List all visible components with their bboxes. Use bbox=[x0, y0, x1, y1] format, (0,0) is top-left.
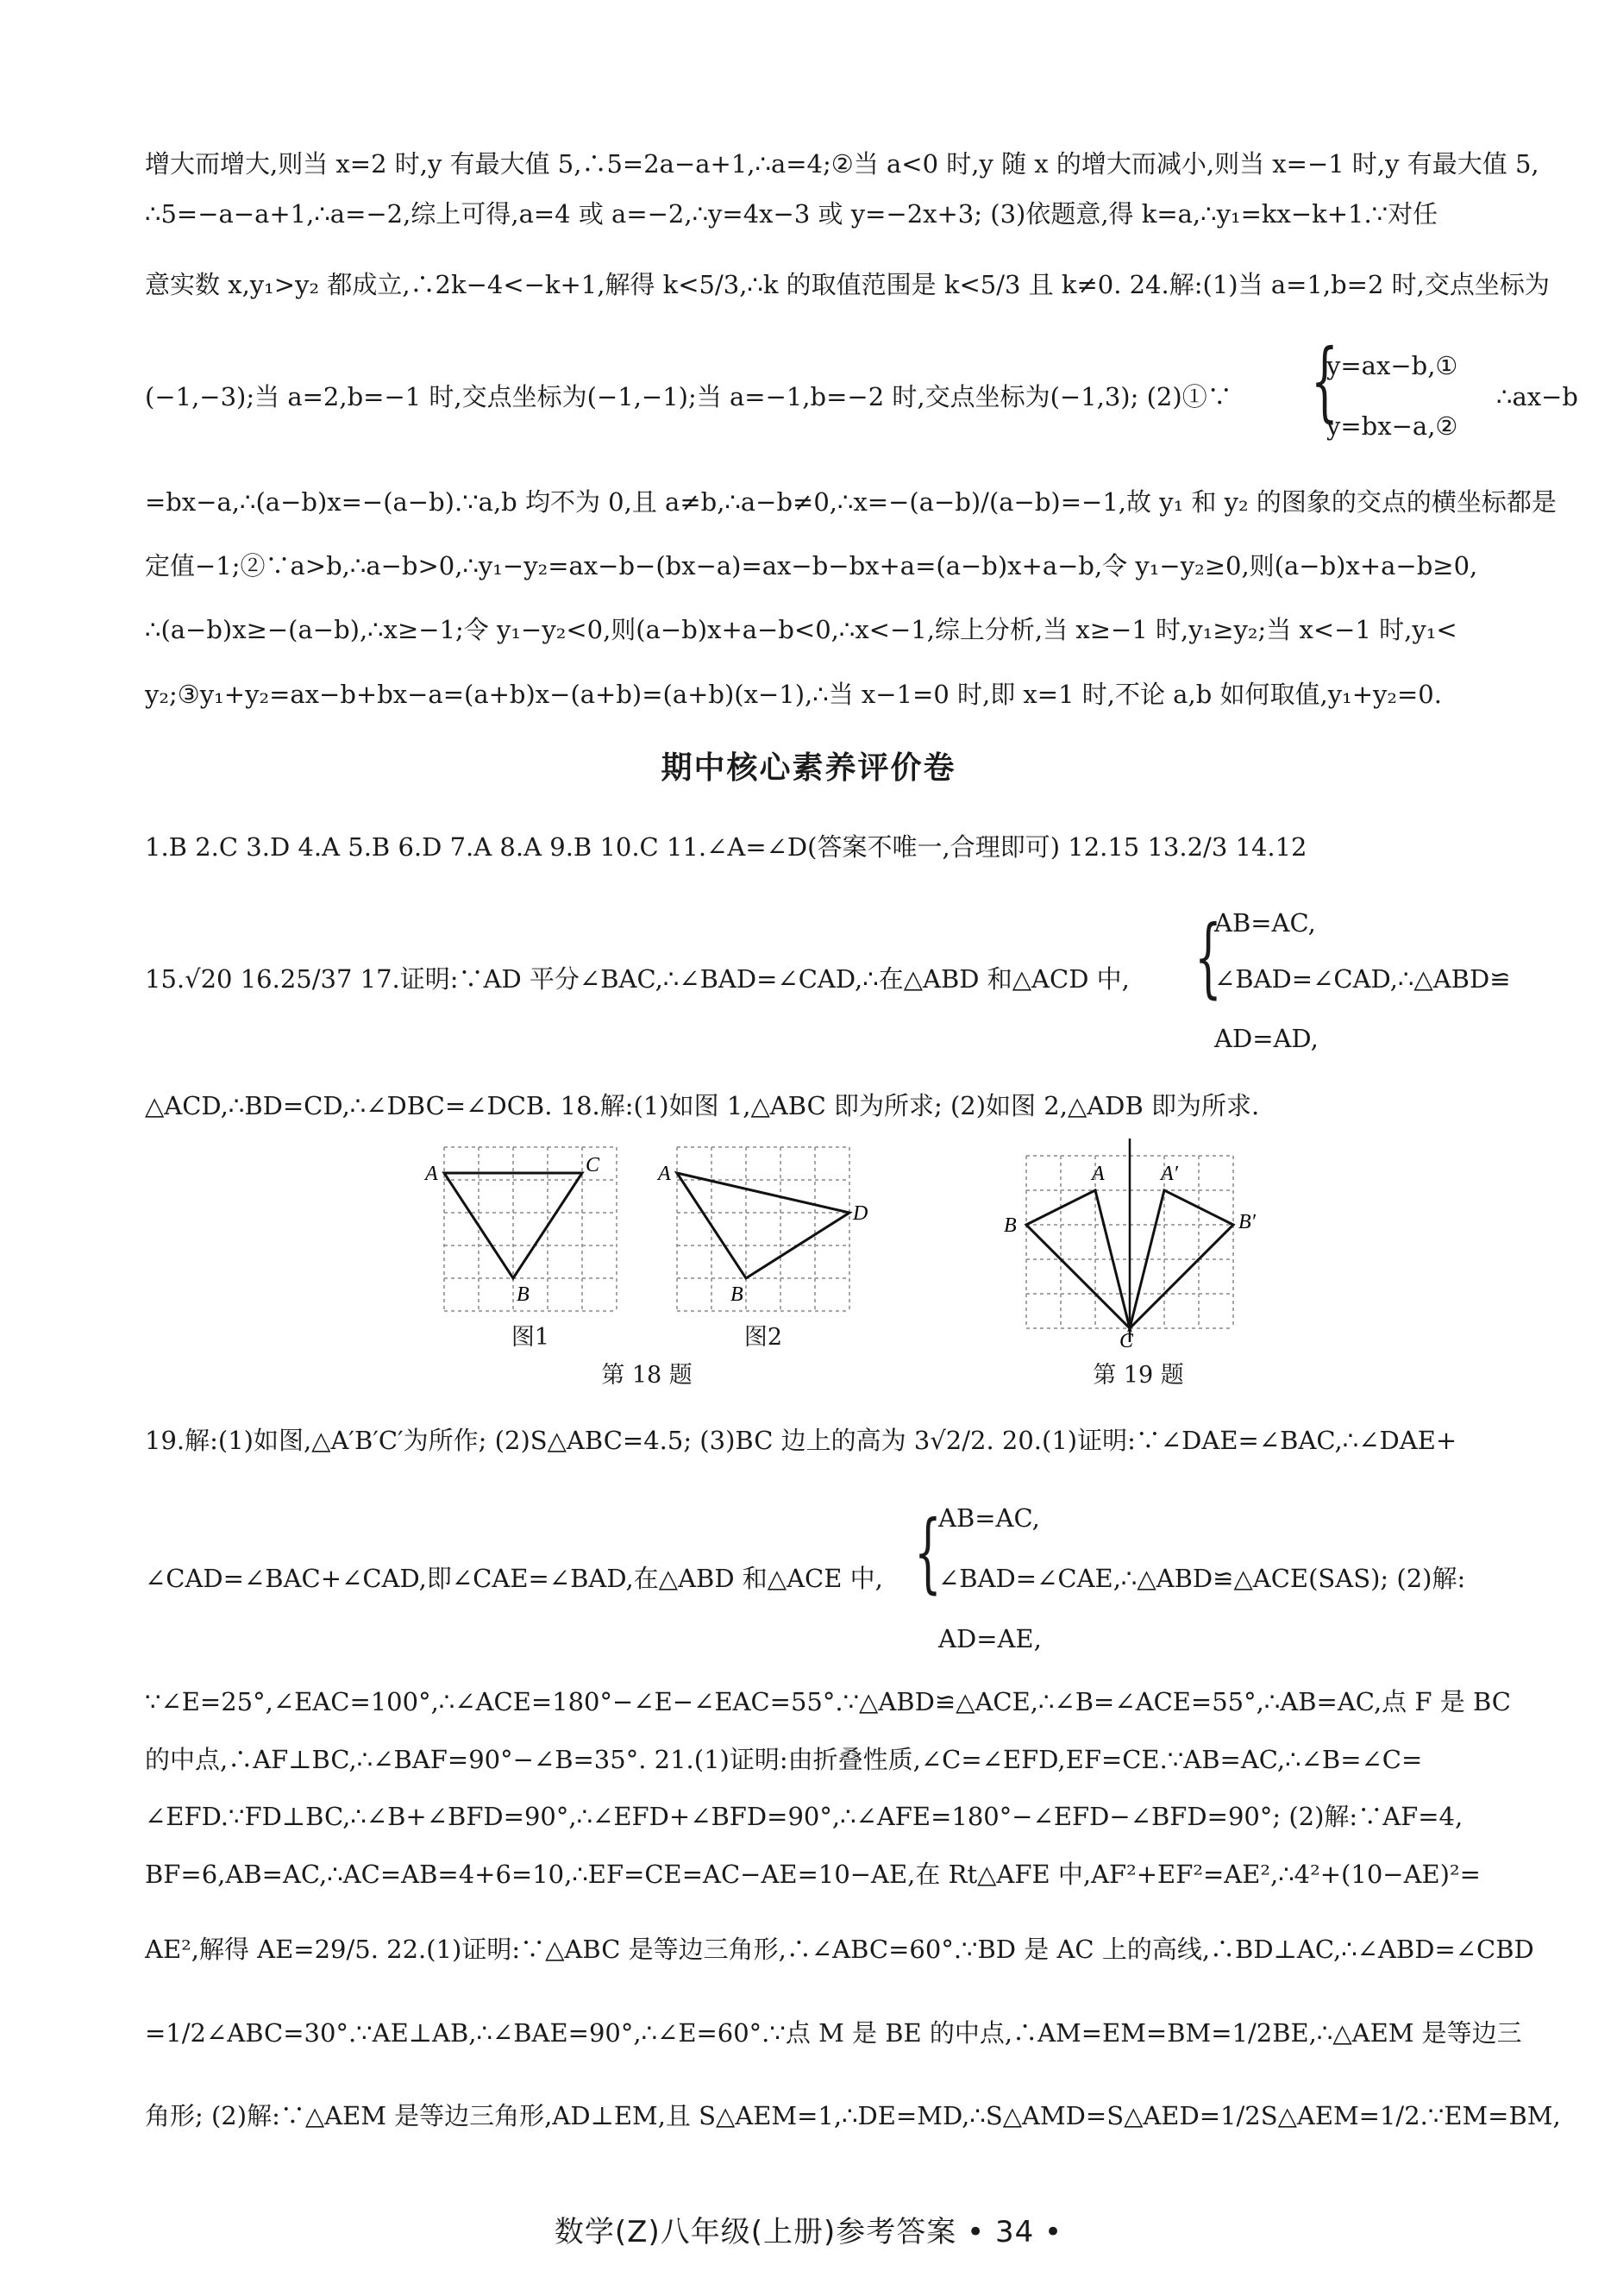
system-brace-17: { bbox=[1194, 906, 1222, 1007]
answers-line-10: AE²,解得 AE=29/5. 22.(1)证明:∵△ABC 是等边三角形,∴∠ABC=60°.∵BD 是 AC 上的高线,∴BD⊥AC,∴∠ABD=∠CBD bbox=[145, 1935, 1534, 1964]
answers-line-2: 15.√20 16.25/37 17.证明:∵AD 平分∠BAC,∴∠BAD=∠CAD,∴在△ABD 和△ACD 中, bbox=[145, 964, 1130, 994]
answers-line-6: ∵∠E=25°,∠EAC=100°,∴∠ACE=180°−∠E−∠EAC=55°.∵△ABD≌△ACE,∴∠B=∠ACE=55°,∴AB=AC,点 F 是 BC bbox=[145, 1687, 1511, 1716]
page-footer: 数学(Z)八年级(上册)参考答案 • 34 • bbox=[554, 2215, 1063, 2249]
prev-line-6: 定值−1;②∵a>b,∴a−b>0,∴y₁−y₂=ax−b−(bx−a)=ax−b−bx+a=(a−b)x+a−b,令 y₁−y₂≥0,则(a−b)x+a−b≥0, bbox=[145, 551, 1478, 580]
label-a: A bbox=[425, 1163, 438, 1185]
answers-line-12: 角形; (2)解:∵△AEM 是等边三角形,AD⊥EM,且 S△AEM=1,∴DE=MD,∴S△AMD=S△AED=1/2S△AEM=1/2.∵EM=BM, bbox=[145, 2101, 1561, 2130]
triangle-adb bbox=[677, 1173, 849, 1278]
q19-caption: 第 19 题 bbox=[1093, 1362, 1184, 1389]
prev-line-5: =bx−a,∴(a−b)x=−(a−b).∵a,b 均不为 0,且 a≠b,∴a−b≠0,∴x=−(a−b)/(a−b)=−1,故 y₁ 和 y₂ 的图象的交点的横坐标都是 bbox=[145, 487, 1557, 517]
figure-19-grid bbox=[992, 1137, 1276, 1352]
fig2-label: 图2 bbox=[743, 1324, 783, 1351]
answers-line-5: ∠CAD=∠BAC+∠CAD,即∠CAE=∠BAD,在△ABD 和△ACE 中, bbox=[145, 1564, 883, 1593]
figure-1-grid bbox=[427, 1137, 634, 1318]
figure-2-grid bbox=[660, 1137, 867, 1318]
label-b: B bbox=[730, 1283, 743, 1306]
label-b: B bbox=[517, 1283, 530, 1306]
label-b-prime: B′ bbox=[1238, 1211, 1256, 1233]
sys20-eq3: AD=AE, bbox=[938, 1624, 1042, 1653]
q18-caption: 第 18 题 bbox=[601, 1362, 693, 1389]
fig1-label: 图1 bbox=[511, 1324, 550, 1351]
prev-line-4-text: (−1,−3);当 a=2,b=−1 时,交点坐标为(−1,−1);当 a=−1,b=−2 时,交点坐标为(−1,3); (2)①∵ bbox=[145, 382, 1232, 411]
prev-line-8: y₂;③y₁+y₂=ax−b+bx−a=(a+b)x−(a+b)=(a+b)(x−1),∴当 x−1=0 时,即 x=1 时,不论 a,b 如何取值,y₁+y₂=0. bbox=[145, 680, 1442, 709]
sys20-eq1: AB=AC, bbox=[938, 1503, 1040, 1533]
prev-line-2: ∴5=−a−a+1,∴a=−2,综上可得,a=4 或 a=−2,∴y=4x−3 或 y=−2x+3; (3)依题意,得 k=a,∴y₁=kx−k+1.∵对任 bbox=[145, 199, 1438, 229]
answers-line-1: 1.B 2.C 3.D 4.A 5.B 6.D 7.A 8.A 9.B 10.C 11.∠A=∠D(答案不唯一,合理即可) 12.15 13.2/3 14.12 bbox=[145, 832, 1307, 862]
sys17-eq3: AD=AD, bbox=[1214, 1024, 1319, 1053]
label-a: A bbox=[658, 1163, 671, 1185]
prev-line-1: 增大而增大,则当 x=2 时,y 有最大值 5,∴5=2a−a+1,∴a=4;②当 a<0 时,y 随 x 的增大而减小,则当 x=−1 时,y 有最大值 5, bbox=[145, 149, 1539, 179]
label-c: C bbox=[586, 1154, 600, 1176]
system-brace-20: { bbox=[914, 1502, 942, 1603]
answers-line-3: △ACD,∴BD=CD,∴∠DBC=∠DCB. 18.解:(1)如图 1,△ABC 即为所求; (2)如图 2,△ADB 即为所求. bbox=[145, 1091, 1260, 1120]
sys17-eq2: ∠BAD=∠CAD,∴△ABD≌ bbox=[1214, 964, 1511, 994]
label-d: D bbox=[853, 1202, 868, 1225]
prev-line-4 bbox=[145, 380, 1477, 414]
system-eq-1: y=ax−b,① bbox=[1326, 351, 1458, 380]
answers-line-8: ∠EFD.∵FD⊥BC,∴∠B+∠BFD=90°,∴∠EFD+∠BFD=90°,∴∠AFE=180°−∠EFD−∠BFD=90°; (2)解:∵AF=4, bbox=[145, 1802, 1463, 1831]
sys17-eq1: AB=AC, bbox=[1214, 908, 1316, 938]
answers-line-11: =1/2∠ABC=30°.∵AE⊥AB,∴∠BAE=90°,∴∠E=60°.∵点 M 是 BE 的中点,∴AM=EM=BM=1/2BE,∴△AEM 是等边三 bbox=[145, 2018, 1522, 2048]
prev-line-7: ∴(a−b)x≥−(a−b),∴x≥−1;令 y₁−y₂<0,则(a−b)x+a−b<0,∴x<−1,综上分析,当 x≥−1 时,y₁≥y₂;当 x<−1 时,y₁< bbox=[145, 615, 1457, 644]
system-eq-2: y=bx−a,② bbox=[1326, 411, 1458, 441]
label-c: C bbox=[1119, 1330, 1134, 1352]
label-a-prime: A′ bbox=[1161, 1163, 1178, 1185]
label-a: A bbox=[1092, 1163, 1105, 1185]
answers-line-7: 的中点,∴AF⊥BC,∴∠BAF=90°−∠B=35°. 21.(1)证明:由折叠性质,∠C=∠EFD,EF=CE.∵AB=AC,∴∠B=∠C= bbox=[145, 1745, 1423, 1774]
prev-line-3: 意实数 x,y₁>y₂ 都成立,∴2k−4<−k+1,解得 k<5/3,∴k 的取值范围是 k<5/3 且 k≠0. 24.解:(1)当 a=1,b=2 时,交点坐标为 bbox=[145, 270, 1550, 299]
section-title: 期中核心素养评价卷 bbox=[661, 750, 956, 786]
system-tail: ∴ax−b bbox=[1496, 382, 1578, 411]
label-b: B bbox=[1004, 1214, 1017, 1237]
answers-line-4: 19.解:(1)如图,△A′B′C′为所作; (2)S△ABC=4.5; (3)BC 边上的高为 3√2/2. 20.(1)证明:∵∠DAE=∠BAC,∴∠DAE+ bbox=[145, 1426, 1457, 1455]
answers-line-9: BF=6,AB=AC,∴AC=AB=4+6=10,∴EF=CE=AC−AE=10−AE,在 Rt△AFE 中,AF²+EF²=AE²,∴4²+(10−AE)²= bbox=[145, 1860, 1481, 1889]
sys20-eq2: ∠BAD=∠CAE,∴△ABD≌△ACE(SAS); (2)解: bbox=[938, 1564, 1466, 1593]
system-brace-24: { bbox=[1311, 330, 1338, 431]
